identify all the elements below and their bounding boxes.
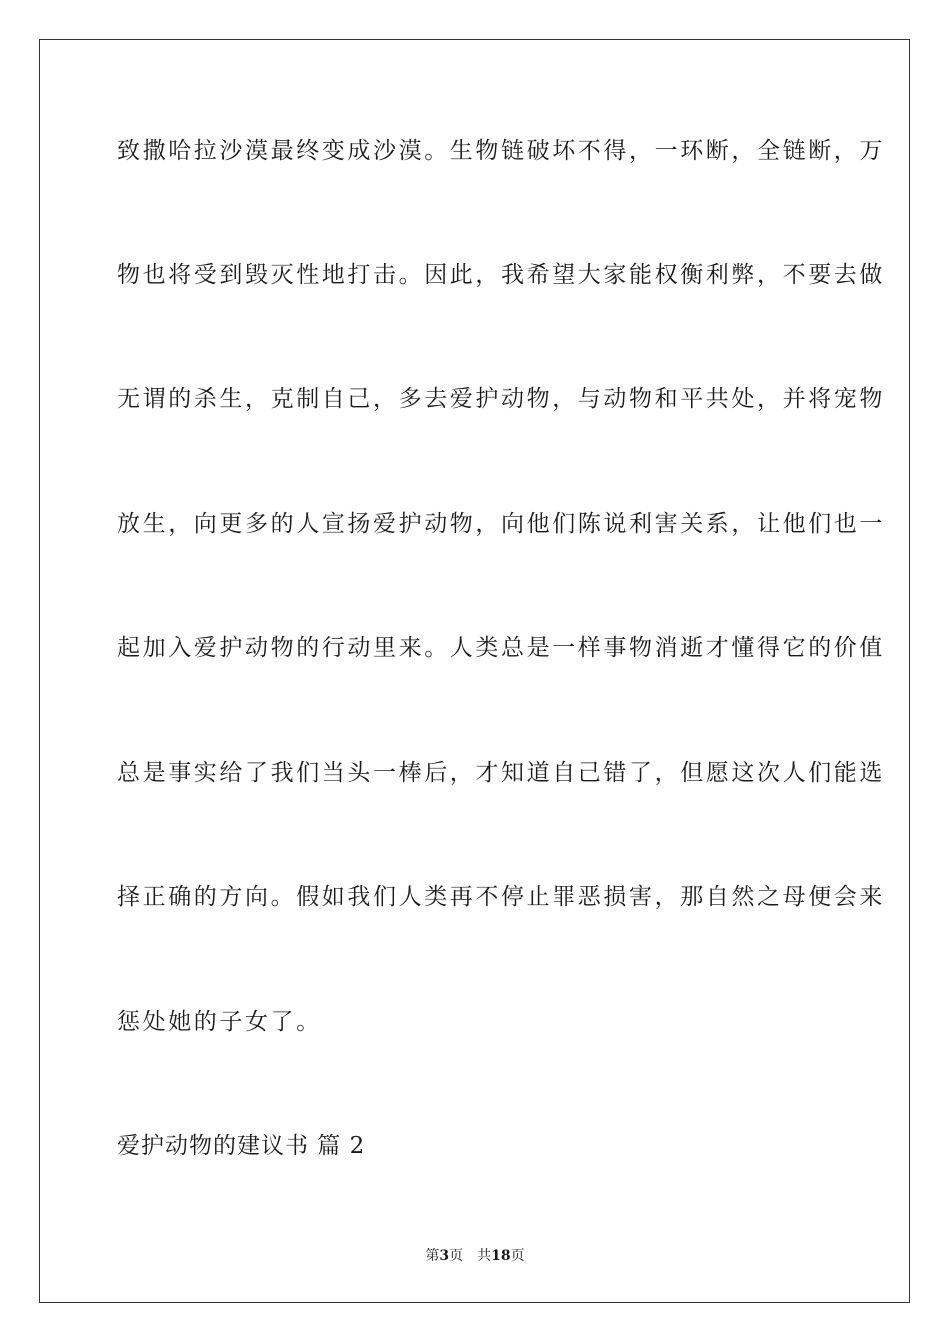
footer-page-prefix: 第 [425,1248,440,1264]
paragraph-line-6: 总是事实给了我们当头一棒后，才知道自己错了，但愿这次人们能选 [117,760,885,786]
paragraph-line-3: 无谓的杀生，克制自己，多去爱护动物，与动物和平共处，并将宠物 [117,386,885,412]
section-heading: 爱护动物的建议书 篇 2 [117,1133,366,1159]
paragraph-line-8: 惩处她的子女了。 [117,1009,322,1035]
paragraph-line-5: 起加入爱护动物的行动里来。人类总是一样事物消逝才懂得它的价值 [117,635,885,661]
page-border [39,39,910,1303]
footer-page-suffix: 页 [449,1248,464,1264]
paragraph-line-2: 物也将受到毁灭性地打击。因此，我希望大家能权衡利弊，不要去做 [117,262,885,288]
footer-total-suffix: 页 [510,1248,525,1264]
footer-total-prefix: 共 [477,1248,492,1264]
page-footer [0,1247,950,1265]
paragraph-line-7: 择正确的方向。假如我们人类再不停止罪恶损害，那自然之母便会来 [117,884,885,910]
footer-page-number: 3 [439,1248,450,1264]
paragraph-line-4: 放生，向更多的人宣扬爱护动物，向他们陈说利害关系，让他们也一 [117,511,885,537]
paragraph-line-1: 致撒哈拉沙漠最终变成沙漠。生物链破坏不得，一环断，全链断，万 [117,138,885,164]
footer-total-pages: 18 [491,1248,511,1264]
